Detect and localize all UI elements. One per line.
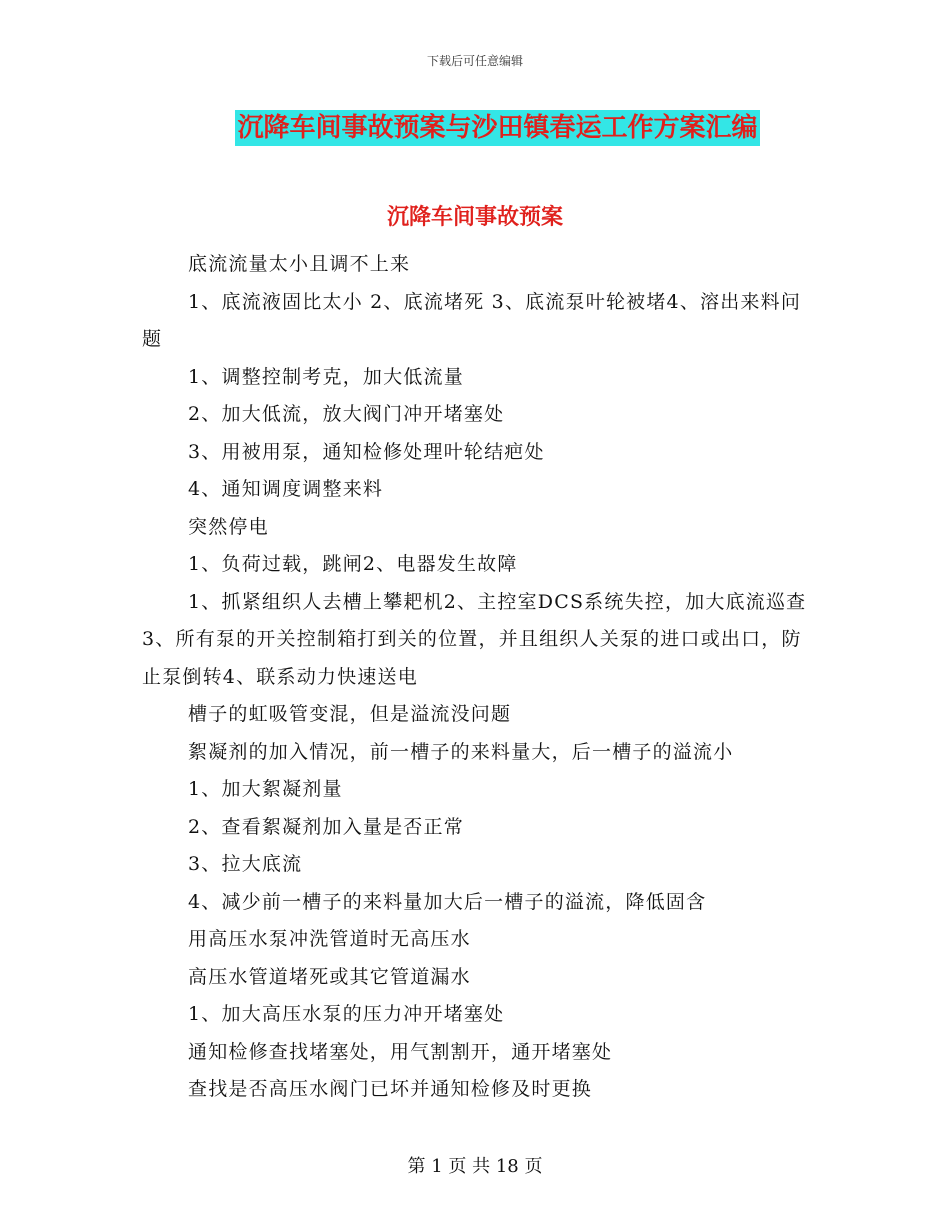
paragraph: 1、底流液固比太小 2、底流堵死 3、底流泵叶轮被堵4、溶出来料问题 xyxy=(142,290,802,350)
paragraph: 通知检修查找堵塞处，用气割割开，通开堵塞处 xyxy=(188,1040,613,1063)
document-body xyxy=(142,246,812,1109)
paragraph: 查找是否高压水阀门已坏并通知检修及时更换 xyxy=(188,1078,593,1100)
paragraph: 3、拉大底流 xyxy=(188,853,303,875)
paragraph: 1、加大高压水泵的压力冲开堵塞处 xyxy=(188,1003,505,1025)
paragraph: 2、加大低流，放大阀门冲开堵塞处 xyxy=(188,403,505,425)
paragraph: 4、减少前一槽子的来料量加大后一槽子的溢流，降低固含 xyxy=(188,890,707,913)
document-title xyxy=(0,110,950,146)
paragraph: 底流流量太小且调不上来 xyxy=(188,253,411,275)
section-title: 沉降车间事故预案 xyxy=(386,204,563,230)
paragraph: 用高压水泵冲洗管道时无高压水 xyxy=(188,928,471,950)
paragraph: 1、抓紧组织人去槽上攀耙机2、主控室DCS系统失控，加大底流巡查3、所有泵的开关控制箱打到关的位置，并且组织人关泵的进口或出口，防止泵倒转4、联系动力快速送电 xyxy=(142,590,807,688)
page-footer: 第 1 页 共 18 页 xyxy=(407,1156,543,1177)
paragraph: 3、用被用泵，通知检修处理叶轮结疤处 xyxy=(188,440,545,463)
paragraph: 高压水管道堵死或其它管道漏水 xyxy=(188,965,471,988)
paragraph: 1、负荷过载，跳闸2、电器发生故障 xyxy=(188,553,518,575)
paragraph: 1、加大絮凝剂量 xyxy=(188,778,343,800)
paragraph: 1、调整控制考克，加大低流量 xyxy=(188,365,464,388)
paragraph: 2、查看絮凝剂加入量是否正常 xyxy=(188,815,464,838)
paragraph: 槽子的虹吸管变混，但是溢流没问题 xyxy=(188,703,512,725)
header-note: 下载后可任意编辑 xyxy=(426,54,523,68)
paragraph: 4、通知调度调整来料 xyxy=(188,478,384,500)
document-title-text: 沉降车间事故预案与沙田镇春运工作方案汇编 xyxy=(235,110,759,146)
paragraph: 突然停电 xyxy=(188,515,269,538)
paragraph: 絮凝剂的加入情况，前一槽子的来料量大，后一槽子的溢流小 xyxy=(188,740,734,763)
